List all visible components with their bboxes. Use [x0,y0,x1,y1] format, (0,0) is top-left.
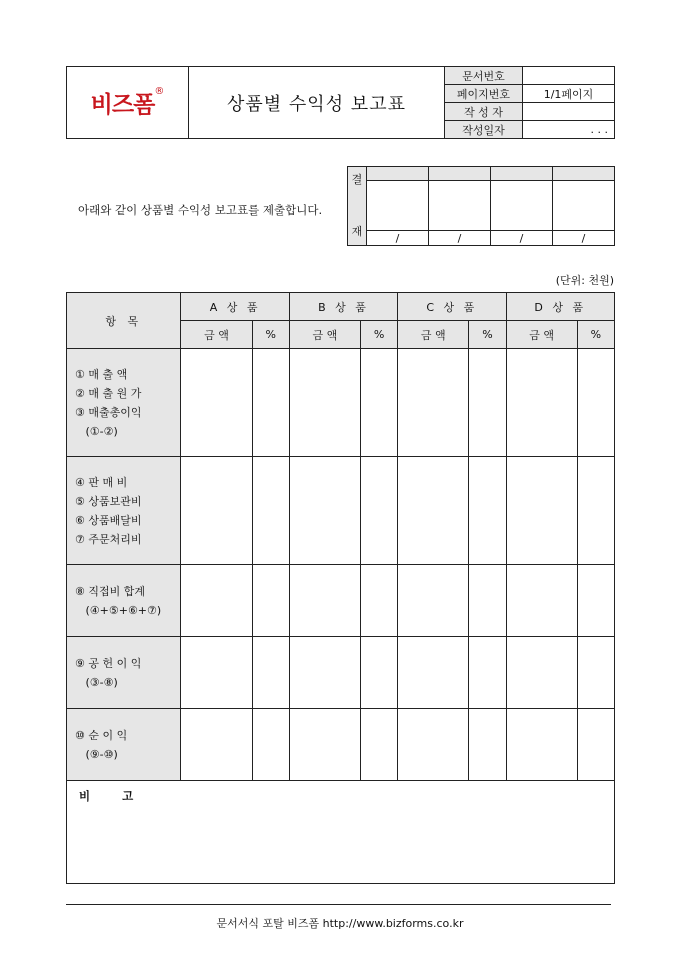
approval-sign-cell[interactable] [553,181,615,231]
logo-text: 비즈폼 [90,92,155,118]
amount-cell[interactable] [506,349,577,457]
meta-value-author[interactable] [523,103,615,121]
approval-label-bottom: 재 [351,225,363,238]
remark-box[interactable] [66,780,615,884]
amount-header: 금 액 [181,321,252,349]
percent-cell[interactable] [577,349,614,457]
footer-text: 문서서식 포탈 비즈폼 http://www.bizforms.co.kr [216,917,464,930]
row-line: ⑥ 상품배달비 [75,513,142,527]
row-label-sales [67,349,181,457]
amount-cell[interactable] [506,457,577,565]
unit-label: (단위: 천원) [555,274,614,287]
percent-header: % [469,321,506,349]
percent-cell[interactable] [252,457,289,565]
registered-mark: ® [154,86,165,97]
row-line: ⑧ 직접비 합계 [75,584,145,598]
meta-label-page-number: 페이지번호 [445,85,523,103]
amount-cell[interactable] [181,565,252,637]
row-line: (⑨-⑩) [75,747,118,761]
percent-cell[interactable] [469,709,506,781]
profitability-table [66,292,615,781]
meta-value-date[interactable]: . . . [523,121,615,139]
row-line: ① 매 출 액 [75,367,128,381]
table-row [67,709,615,781]
row-label-direct-total [67,565,181,637]
row-line: ⑦ 주문처리비 [75,532,142,546]
percent-cell[interactable] [361,637,398,709]
amount-cell[interactable] [398,637,469,709]
intro-text: 아래와 같이 상품별 수익성 보고표를 제출합니다. [78,203,323,217]
approval-date-cell[interactable]: / [429,231,491,246]
percent-cell[interactable] [252,565,289,637]
amount-cell[interactable] [506,565,577,637]
approval-date-cell[interactable]: / [491,231,553,246]
amount-cell[interactable] [181,709,252,781]
table-row [67,349,615,457]
amount-cell[interactable] [506,709,577,781]
product-header-c: C 상 품 [398,293,506,321]
percent-header: % [252,321,289,349]
percent-cell[interactable] [361,349,398,457]
header-table [66,66,615,139]
amount-header: 금 액 [398,321,469,349]
footer-divider [66,904,611,905]
percent-cell[interactable] [577,709,614,781]
row-line: ③ 매출총이익 [75,405,142,419]
percent-cell[interactable] [361,457,398,565]
percent-cell[interactable] [252,709,289,781]
approval-box [347,166,615,246]
percent-cell[interactable] [361,565,398,637]
row-line: ⑩ 순 이 익 [75,728,128,742]
percent-cell[interactable] [469,565,506,637]
table-row [67,565,615,637]
percent-header: % [361,321,398,349]
row-line: ② 매 출 원 가 [75,386,142,400]
meta-label-date: 작성일자 [445,121,523,139]
row-line: ⑨ 공 헌 이 익 [75,656,142,670]
item-header: 항 목 [67,293,181,349]
row-label-selling-costs [67,457,181,565]
approval-header[interactable] [367,167,429,181]
row-line: ④ 판 매 비 [75,475,128,489]
row-line: (①-②) [75,424,118,438]
percent-cell[interactable] [577,637,614,709]
row-line: (③-⑧) [75,675,118,689]
amount-cell[interactable] [398,349,469,457]
approval-sign-cell[interactable] [429,181,491,231]
row-label-contribution [67,637,181,709]
approval-date-cell[interactable]: / [553,231,615,246]
table-row [67,457,615,565]
approval-header[interactable] [429,167,491,181]
row-line: (④+⑤+⑥+⑦) [75,603,162,617]
approval-date-cell[interactable]: / [367,231,429,246]
row-label-net-profit [67,709,181,781]
meta-value-doc-number[interactable] [523,67,615,85]
amount-cell[interactable] [398,709,469,781]
amount-cell[interactable] [181,637,252,709]
table-row [67,637,615,709]
row-line: ⑤ 상품보관비 [75,494,142,508]
approval-header[interactable] [491,167,553,181]
approval-label-top: 결 [351,173,363,186]
percent-cell[interactable] [469,637,506,709]
amount-cell[interactable] [506,637,577,709]
logo [67,67,189,139]
percent-header: % [577,321,614,349]
product-header-d: D 상 품 [506,293,614,321]
amount-header: 금 액 [289,321,360,349]
amount-cell[interactable] [181,349,252,457]
amount-cell[interactable] [289,637,360,709]
amount-cell[interactable] [181,457,252,565]
meta-value-page-number[interactable]: 1/1페이지 [523,85,615,103]
percent-cell[interactable] [469,349,506,457]
meta-label-doc-number: 문서번호 [445,67,523,85]
product-header-a: A 상 품 [181,293,289,321]
meta-label-author: 작 성 자 [445,103,523,121]
amount-cell[interactable] [289,457,360,565]
amount-cell[interactable] [398,457,469,565]
page-title: 상품별 수익성 보고표 [189,67,445,139]
percent-cell[interactable] [252,349,289,457]
percent-cell[interactable] [361,709,398,781]
approval-label [348,167,367,246]
approval-header[interactable] [553,167,615,181]
product-header-b: B 상 품 [289,293,397,321]
percent-cell[interactable] [577,565,614,637]
remark-label: 비 고 [79,789,148,803]
amount-header: 금 액 [506,321,577,349]
percent-cell[interactable] [469,457,506,565]
amount-cell[interactable] [398,565,469,637]
percent-cell[interactable] [577,457,614,565]
amount-cell[interactable] [289,565,360,637]
amount-cell[interactable] [289,349,360,457]
approval-sign-cell[interactable] [367,181,429,231]
approval-sign-cell[interactable] [491,181,553,231]
amount-cell[interactable] [289,709,360,781]
percent-cell[interactable] [252,637,289,709]
